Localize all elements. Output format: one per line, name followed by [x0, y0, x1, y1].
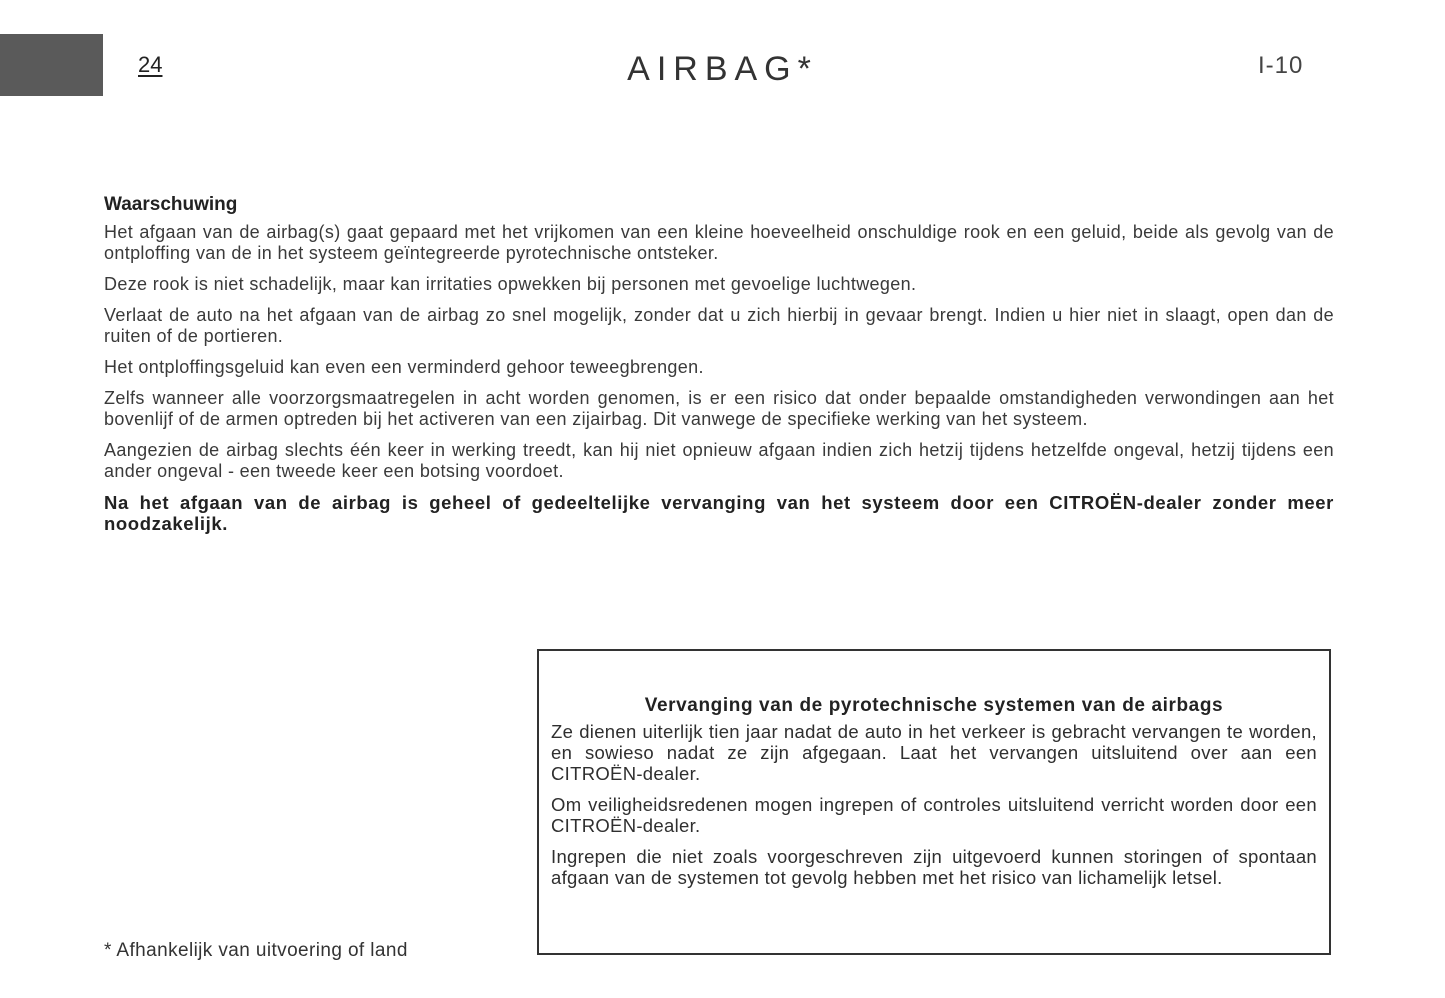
- notice-paragraph: Ingrepen die niet zoals voorgeschreven zijn uitgevoerd kunnen storingen of spontaan afgaan van de systemen tot gevolg hebben met het risico van lichamelijk letsel.: [551, 846, 1317, 888]
- notice-title: Vervanging van de pyrotechnische systemen van de airbags: [644, 695, 1224, 716]
- warning-paragraph: Deze rook is niet schadelijk, maar kan irritaties opwekken bij personen met gevoelige luchtwegen.: [104, 274, 917, 294]
- page-number: 24: [138, 52, 163, 77]
- warning-paragraph: Het afgaan van de airbag(s) gaat gepaard met het vrijkomen van een kleine hoeveelheid onschuldige rook en een geluid, beide als gevolg van de ontploffing van de in het systeem geïntegreerde pyrotechnische ontsteker.: [104, 222, 1334, 263]
- warning-emphasis: Na het afgaan van de airbag is geheel of gedeeltelijke vervanging van het systeem door een CITROËN-dealer zonder meer noodzakelijk.: [104, 492, 1334, 534]
- warning-paragraph: Verlaat de auto na het afgaan van de airbag zo snel mogelijk, zonder dat u zich hierbij in gevaar brengt. Indien u hier niet in slaagt, open dan de ruiten of de portieren.: [104, 305, 1334, 346]
- footnote: * Afhankelijk van uitvoering of land: [104, 940, 408, 961]
- page-title: AIRBAG*: [627, 50, 818, 88]
- page-reference: I-10: [1258, 52, 1304, 79]
- notice-paragraph: Om veiligheidsredenen mogen ingrepen of controles uitsluitend verricht worden door een CITROËN-dealer.: [551, 794, 1317, 836]
- replacement-notice-box: [537, 649, 1331, 955]
- warning-paragraph: Aangezien de airbag slechts één keer in werking treedt, kan hij niet opnieuw afgaan indien zich hetzij tijdens hetzelfde ongeval, hetzij tijdens een ander ongeval - een tweede keer een botsing voordoet.: [104, 440, 1334, 481]
- warning-heading: Waarschuwing: [104, 194, 238, 215]
- warning-section: [104, 193, 1334, 544]
- warning-paragraph: Zelfs wanneer alle voorzorgsmaatregelen in acht worden genomen, is er een risico dat onder bepaalde omstandigheden verwondingen aan het bovenlijf of de armen optreden bij het activeren van een zijairbag. Dit vanwege de specifieke werking van het systeem.: [104, 388, 1334, 429]
- warning-paragraph: Het ontploffingsgeluid kan even een verminderd gehoor teweegbrengen.: [104, 357, 704, 377]
- notice-paragraph: Ze dienen uiterlijk tien jaar nadat de auto in het verkeer is gebracht vervangen te worden, en sowieso nadat ze zijn afgegaan. Laat het vervangen uitsluitend over aan een CITROËN-dealer.: [551, 721, 1317, 784]
